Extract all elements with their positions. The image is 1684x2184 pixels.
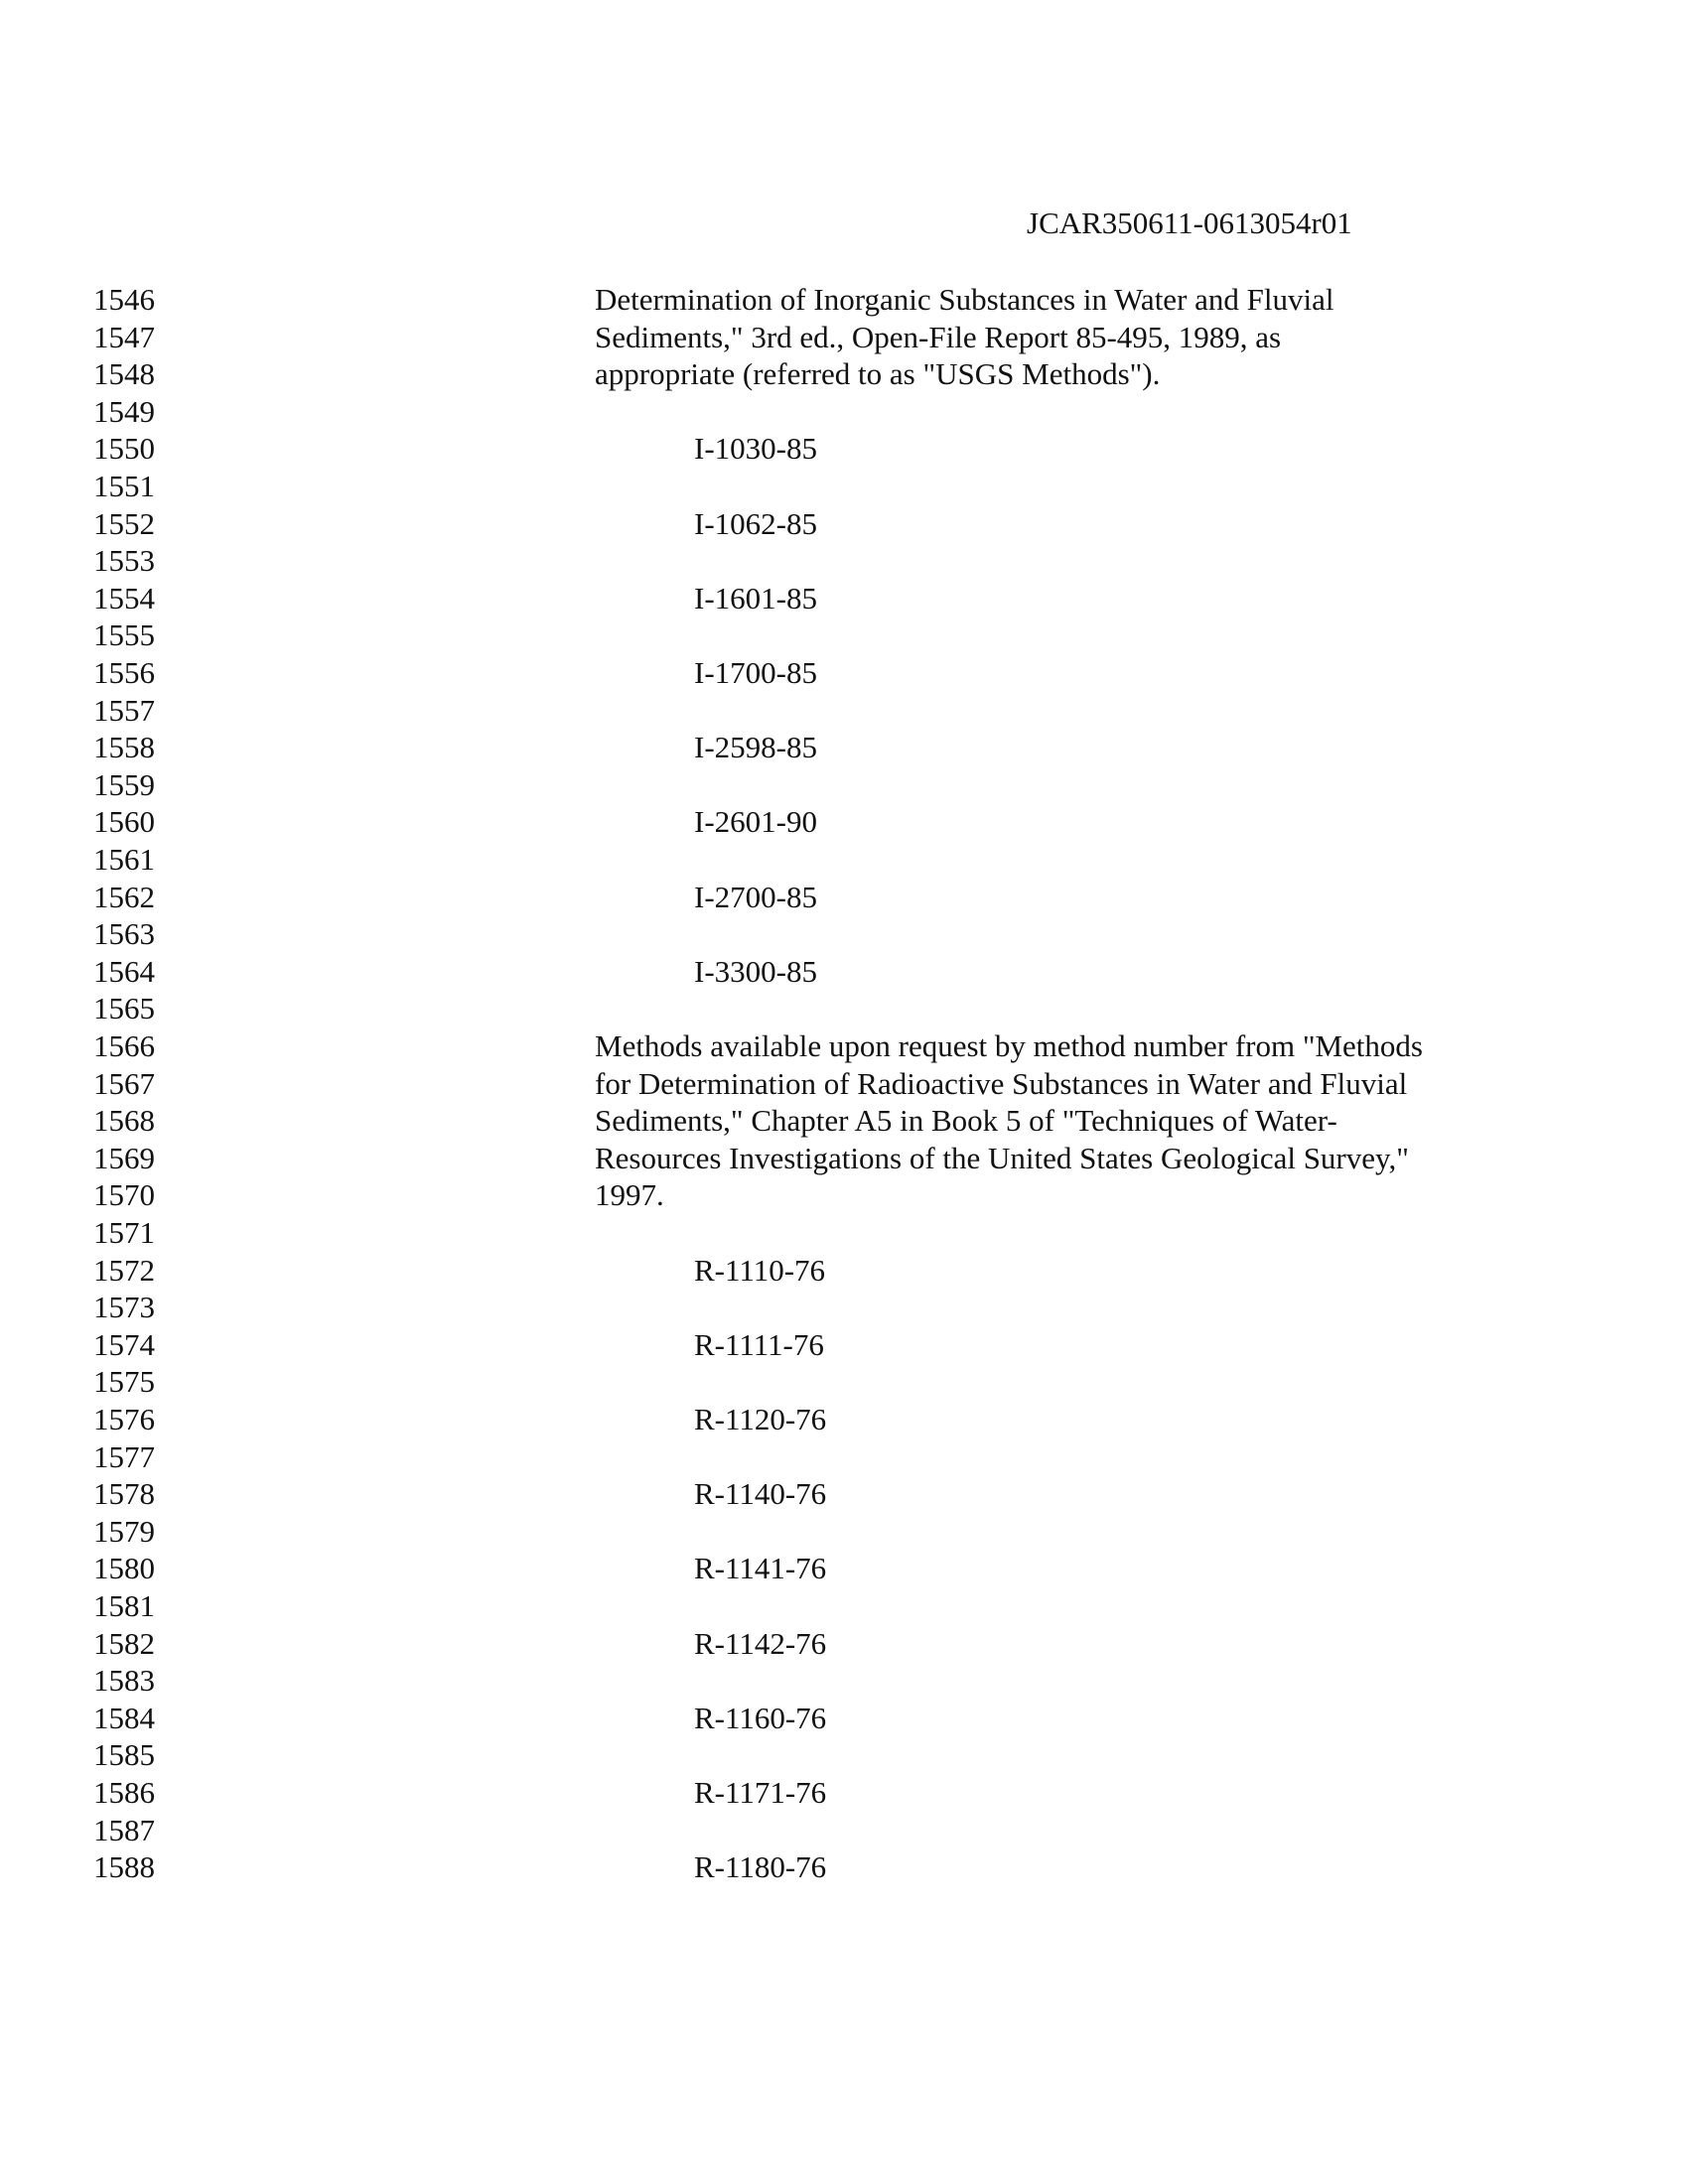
method-number: R-1141-76 [694,1551,827,1586]
line-number: 1587 [93,1812,155,1847]
document-line [0,542,1684,580]
line-number: 1558 [93,730,155,765]
document-id: JCAR350611-0613054r01 [1027,205,1352,240]
line-text: for Determination of Radioactive Substances in Water and Fluvial [595,1065,1408,1101]
document-line [0,1848,1684,1886]
line-number: 1580 [93,1551,155,1586]
document-line [0,1700,1684,1737]
document-line [0,1550,1684,1587]
line-text: Methods available upon request by method number from "Methods [595,1028,1423,1063]
line-number: 1573 [93,1290,155,1325]
method-number: R-1180-76 [694,1849,827,1885]
method-number: I-2601-90 [694,804,817,840]
document-line [0,1252,1684,1290]
method-number: R-1140-76 [694,1476,827,1512]
line-text: 1997. [595,1177,664,1213]
document-line [0,1214,1684,1252]
document-line [0,1289,1684,1326]
line-number: 1554 [93,580,155,615]
document-line [0,616,1684,654]
document-line [0,1176,1684,1214]
document-line [0,1065,1684,1103]
document-line [0,1513,1684,1551]
line-number: 1571 [93,1215,155,1250]
line-number: 1561 [93,842,155,877]
document-line [0,505,1684,543]
line-number: 1566 [93,1028,155,1063]
line-number: 1559 [93,766,155,802]
document-line [0,803,1684,841]
line-number: 1583 [93,1663,155,1699]
document-line [0,1736,1684,1774]
document-line [0,468,1684,505]
document-line [0,692,1684,730]
method-number: R-1111-76 [694,1326,824,1362]
line-number: 1552 [93,505,155,541]
method-number: I-3300-85 [694,953,817,989]
method-number: R-1142-76 [694,1625,827,1661]
document-line [0,430,1684,468]
method-number: I-2598-85 [694,730,817,765]
line-number: 1570 [93,1177,155,1213]
method-number: I-1601-85 [694,580,817,615]
line-text: Sediments," 3rd ed., Open-File Report 85-495, 1989, as [595,319,1282,354]
document-line [0,1625,1684,1663]
line-number: 1581 [93,1588,155,1623]
line-number: 1550 [93,431,155,467]
document-line [0,953,1684,991]
document-line [0,1140,1684,1177]
line-text: Determination of Inorganic Substances in Water and Fluvial [595,282,1334,317]
line-number: 1572 [93,1252,155,1288]
line-number: 1565 [93,991,155,1026]
line-number: 1546 [93,282,155,317]
document-line [0,990,1684,1027]
document-line [0,1438,1684,1476]
document-line [0,319,1684,356]
line-number: 1568 [93,1103,155,1139]
document-line [0,1774,1684,1812]
line-number: 1547 [93,319,155,354]
document-line [0,654,1684,692]
method-number: I-2700-85 [694,879,817,914]
method-number: R-1110-76 [694,1252,826,1288]
line-number: 1578 [93,1476,155,1512]
document-line [0,841,1684,879]
line-number: 1575 [93,1364,155,1400]
line-number: 1555 [93,617,155,653]
line-number: 1567 [93,1065,155,1101]
line-number: 1582 [93,1625,155,1661]
method-number: I-1030-85 [694,431,817,467]
line-number: 1574 [93,1326,155,1362]
method-number: I-1062-85 [694,505,817,541]
line-number: 1564 [93,953,155,989]
line-number: 1588 [93,1849,155,1885]
line-text: Resources Investigations of the United States Geological Survey," [595,1140,1409,1175]
document-line [0,1812,1684,1849]
document-line [0,1326,1684,1364]
line-number: 1569 [93,1140,155,1175]
document-line [0,1102,1684,1140]
document-line [0,1027,1684,1065]
line-number: 1562 [93,879,155,914]
document-line [0,355,1684,393]
document-line [0,915,1684,953]
line-number: 1551 [93,469,155,503]
line-number: 1548 [93,356,155,392]
document-line [0,729,1684,766]
document-line [0,1587,1684,1625]
line-number: 1556 [93,655,155,690]
line-text: Sediments," Chapter A5 in Book 5 of "Techniques of Water- [595,1103,1337,1139]
method-number: I-1700-85 [694,655,817,690]
method-number: R-1171-76 [694,1775,827,1810]
line-number: 1586 [93,1775,155,1810]
line-number: 1579 [93,1513,155,1549]
line-number: 1560 [93,804,155,840]
line-number: 1577 [93,1438,155,1474]
line-number: 1553 [93,543,155,579]
document-line [0,1363,1684,1401]
document-line [0,879,1684,916]
line-number: 1557 [93,692,155,728]
document-line [0,393,1684,431]
document-line [0,1662,1684,1700]
document-line [0,766,1684,804]
document-line [0,281,1684,319]
document-line [0,580,1684,617]
line-text: appropriate (referred to as "USGS Methods"). [595,356,1161,392]
line-number: 1563 [93,916,155,952]
document-line [0,1475,1684,1513]
line-number: 1576 [93,1402,155,1436]
line-number: 1549 [93,393,155,429]
line-number: 1585 [93,1737,155,1773]
method-number: R-1160-76 [694,1700,827,1735]
document-line [0,1401,1684,1438]
method-number: R-1120-76 [694,1402,827,1436]
line-number: 1584 [93,1700,155,1735]
